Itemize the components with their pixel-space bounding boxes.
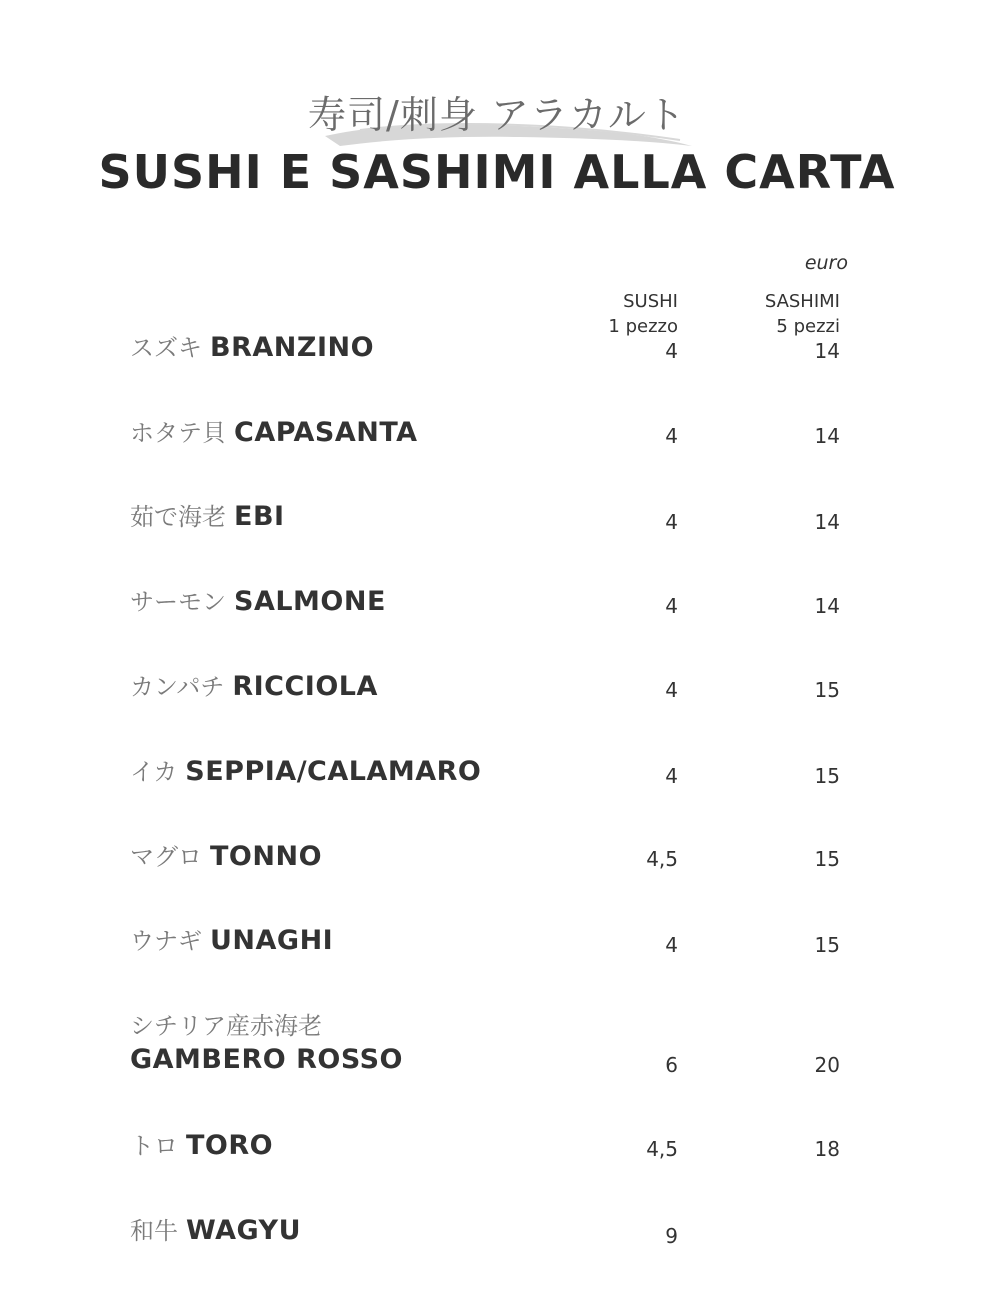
menu-item [130,840,850,874]
menu-item [130,1214,850,1248]
menu-item [130,416,850,450]
sushi-price: 4 [665,678,678,702]
sashimi-price: 14 [814,339,840,363]
sushi-price: 4 [665,424,678,448]
page-title-japanese: 寿司/刺身 アラカルト [308,93,686,137]
sashimi-column-sublabel: 5 pezzi [776,316,840,337]
sushi-price: 4 [665,764,678,788]
sushi-price: 4 [665,510,678,534]
sashimi-price: 18 [814,1137,840,1161]
item-name: RICCIOLA [232,671,378,702]
menu-item [130,1129,850,1163]
sashimi-price: 15 [814,764,840,788]
sashimi-price: 20 [814,1053,840,1077]
menu-item [130,585,850,619]
item-name-japanese: スズキ [130,334,202,362]
sushi-price: 4 [665,339,678,363]
menu-item [130,331,850,365]
item-name-japanese: 茹で海老 [130,503,226,531]
currency-label: euro [804,252,848,274]
menu-item [130,924,850,958]
page-title: SUSHI E SASHIMI ALLA CARTA [98,145,896,199]
menu-item [130,755,850,789]
menu-item [130,500,850,534]
item-name-japanese: イカ [130,758,178,786]
menu-item [130,1009,850,1077]
item-name-japanese: マグロ [130,843,202,871]
sushi-column-sublabel: 1 pezzo [608,316,678,337]
item-name-japanese: ホタテ貝 [130,419,226,447]
item-name-japanese: トロ [130,1132,178,1160]
sashimi-price: 14 [814,594,840,618]
item-name-japanese: サーモン [130,588,226,616]
sashimi-price: 15 [814,847,840,871]
item-name: GAMBERO ROSSO [130,1044,403,1075]
sashimi-column-label: SASHIMI [764,291,840,312]
sashimi-price: 15 [814,678,840,702]
sashimi-price: 14 [814,510,840,534]
item-name: TONNO [210,841,323,872]
item-name: CAPASANTA [234,417,418,448]
item-name: BRANZINO [210,332,375,363]
item-name-japanese: カンパチ [130,673,225,701]
sushi-price: 4,5 [646,847,678,871]
item-name: SALMONE [234,586,386,617]
sushi-price: 4 [665,933,678,957]
sushi-price: 4,5 [646,1137,678,1161]
item-name: UNAGHI [210,925,334,956]
item-name: WAGYU [186,1215,302,1246]
sushi-price: 9 [665,1224,678,1248]
sushi-price: 6 [665,1053,678,1077]
sashimi-price: 15 [814,933,840,957]
item-name-japanese: ウナギ [130,927,202,955]
item-name: TORO [186,1130,274,1161]
item-name: SEPPIA/CALAMARO [185,756,482,787]
item-name: EBI [234,501,285,532]
sushi-price: 4 [665,594,678,618]
item-name-japanese: 和牛 [130,1217,178,1245]
menu-item [130,670,850,704]
item-name-japanese: シチリア産赤海老 [130,1012,322,1040]
sushi-column-label: SUSHI [623,291,678,312]
sashimi-price: 14 [814,424,840,448]
